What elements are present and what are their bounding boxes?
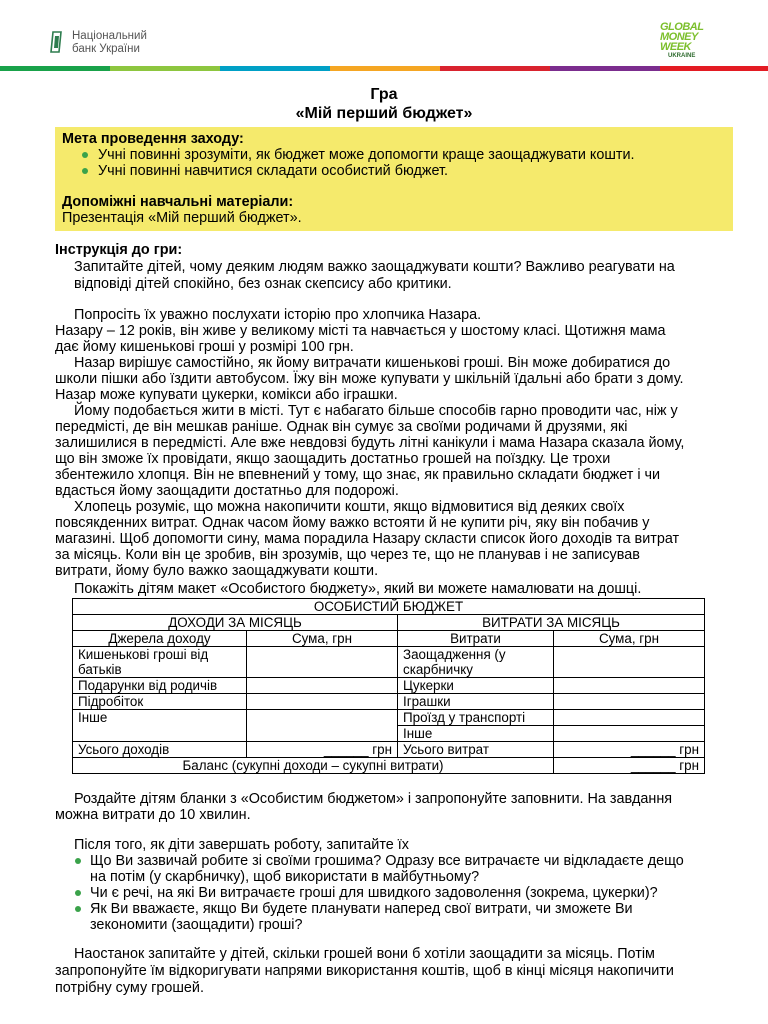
page-title-line1: Гра: [370, 86, 398, 103]
materials-heading: Допоміжні навчальні матеріали:: [62, 194, 294, 210]
instruction-line: повсякденних витрат. Однак часом йому важко встояти й не купити річ, яку він побачив у: [55, 515, 650, 531]
expense-sum-cell: [554, 694, 705, 710]
color-bar-4: [330, 66, 440, 71]
income-sum-cell: [247, 647, 398, 678]
col-source-header: Джерела доходу: [73, 631, 247, 647]
income-sum-cell: [247, 694, 398, 710]
table-title: ОСОБИСТИЙ БЮДЖЕТ: [73, 599, 705, 615]
expense-sum-cell: [554, 710, 705, 726]
bullet-icon: [75, 890, 81, 896]
expense-item-line: скарбничку: [403, 662, 473, 677]
instruction-line: витрати, йому було важко заощаджувати кошти.: [55, 563, 379, 579]
expense-item: Інше: [398, 726, 554, 742]
instruction-line: магазині. Щоб допомогти сину, мама порадила Назару скласти список його доходів та витрат: [55, 531, 680, 547]
color-bar-2: [110, 66, 220, 71]
instruction-line: школи пішки або їздити автобусом. Їжу він може купувати у шкільній їдальні або брати з дому.: [55, 371, 684, 387]
total-expense-label: Усього витрат: [398, 742, 554, 758]
income-item-line: Кишенькові гроші від: [78, 647, 209, 662]
after-line: Після того, як діти завершать роботу, запитайте їх: [74, 837, 409, 853]
instruction-line: Назару – 12 років, він живе у великому місті та навчається у шостому класі. Щотижня мама: [55, 323, 666, 339]
bullet-icon: [75, 906, 81, 912]
instruction-line: що він зможе їх провідати, якщо заощадить достатньо грошей на поїздку. Це трохи: [55, 451, 611, 467]
goal-bullet-2: Учні повинні навчитися складати особистий бюджет.: [98, 163, 448, 179]
bullet-icon: [82, 152, 88, 158]
gmw-line1: GLOBAL: [660, 21, 704, 33]
expense-item: [398, 647, 554, 678]
materials-text: Презентація «Мій перший бюджет».: [62, 210, 302, 226]
instructions-heading: Інструкція до гри:: [55, 242, 183, 258]
total-income-value: ______ грн: [247, 742, 398, 758]
goal-bullet-1: Учні повинні зрозуміти, як бюджет може допомогти краще заощаджувати кошти.: [98, 147, 635, 163]
global-money-week-logo: [660, 22, 716, 68]
instruction-line: збентежило хлопця. Він не впевнений у тому, що знає, як правильно складати бюджет і чи: [55, 467, 661, 483]
instruction-line: Запитайте дітей, чому деяким людям важко заощаджувати кошти? Важливо реагувати на: [74, 259, 675, 275]
table-row: [73, 647, 705, 678]
income-item: Подарунки від родичів: [73, 678, 247, 694]
instruction-line: за місяць. Коли він це зробив, він зрозумів, що через те, що не планував і не записував: [55, 547, 640, 563]
gmw-line4: UKRAINE: [668, 53, 696, 59]
color-bar-1: [0, 66, 110, 71]
color-bar-7: [660, 66, 768, 71]
instruction-line: Йому подобається жити в місті. Тут є набагато більше способів гарно проводити час, ніж у: [74, 403, 678, 419]
bank-name-line1: Національний: [72, 30, 147, 42]
expense-sum-cell: [554, 678, 705, 694]
table-row: [73, 678, 705, 694]
instruction-line: вдасться йому заощадити достатньо для подорожі.: [55, 483, 399, 499]
bank-name-line2: банк України: [72, 43, 140, 55]
income-item: [73, 647, 247, 678]
income-header: ДОХОДИ ЗА МІСЯЦЬ: [73, 615, 398, 631]
question-line: зекономити (заощадити) гроші?: [90, 917, 303, 933]
table-row: [73, 742, 705, 758]
final-line: потрібну суму грошей.: [55, 980, 204, 996]
question-line: на потім (у скарбничку), щоб використати в майбутньому?: [90, 869, 480, 885]
instruction-line: Назар вирішує самостійно, як йому витрачати кишенькові гроші. Він може добиратися до: [74, 355, 671, 371]
instruction-line: Попросіть їх уважно послухати історію про хлопчика Назара.: [74, 307, 482, 323]
col-sum1-header: Сума, грн: [247, 631, 398, 647]
balance-value: ______ грн: [554, 758, 705, 774]
table-row: [73, 694, 705, 710]
col-sum2-header: Сума, грн: [554, 631, 705, 647]
table-row: [73, 758, 705, 774]
final-line: Наостанок запитайте у дітей, скільки грошей вони б хотіли заощадити за місяць. Потім: [74, 946, 655, 962]
instruction-line: відповіді дітей спокійно, без ознак скепсису або критики.: [74, 276, 452, 292]
balance-label: Баланс (сукупні доходи – сукупні витрати): [73, 758, 554, 774]
final-line: запропонуйте їм відкоригувати напрями використання коштів, щоб в кінці місяця накопичити: [55, 963, 674, 979]
expense-sum-cell: [554, 647, 705, 678]
income-item: Інше: [73, 710, 247, 742]
gmw-line3: WEEK: [660, 41, 691, 53]
expense-item: Проїзд у транспорті: [398, 710, 554, 726]
nbu-logo-icon: [50, 30, 64, 54]
expense-item: Іграшки: [398, 694, 554, 710]
instruction-line: Покажіть дітям макет «Особистого бюджету», який ви можете намалювати на дошці.: [74, 581, 642, 597]
color-bar-5: [440, 66, 550, 71]
page-header: [0, 0, 768, 72]
after-line: Роздайте дітям бланки з «Особистим бюджетом» і запропонуйте заповнити. На завдання: [74, 791, 673, 807]
income-item-line: батьків: [78, 662, 122, 677]
income-sum-cell: [247, 710, 398, 742]
after-line: можна витрати до 10 хвилин.: [55, 807, 251, 823]
instruction-line: Хлопець розуміє, що можна накопичити кошти, якщо відмовитися від деяких своїх: [74, 499, 625, 515]
expense-header: ВИТРАТИ ЗА МІСЯЦЬ: [398, 615, 705, 631]
instruction-line: передмісті, де він мешкав раніше. Однак він сумує за своїми родичами й друзями, які: [55, 419, 628, 435]
page-title-line2: «Мій перший бюджет»: [295, 105, 473, 122]
personal-budget-table: [72, 598, 705, 774]
table-row: [73, 710, 705, 726]
income-sum-cell: [247, 678, 398, 694]
instruction-line: дає йому кишенькові гроші у розмірі 100 грн.: [55, 339, 354, 355]
color-bar-3: [220, 66, 330, 71]
col-expenses-header: Витрати: [398, 631, 554, 647]
question-line: Як Ви вважаєте, якщо Ви будете планувати наперед свої витрати, чи зможете Ви: [90, 901, 633, 917]
gmw-line2: MONEY: [660, 31, 698, 43]
bullet-icon: [82, 168, 88, 174]
bullet-icon: [75, 858, 81, 864]
expense-item: Цукерки: [398, 678, 554, 694]
expense-sum-cell: [554, 726, 705, 742]
goal-heading: Мета проведення заходу:: [62, 131, 244, 147]
question-line: Що Ви зазвичай робите зі своїми грошима? Одразу все витрачаєте чи відкладаєте дещо: [90, 853, 684, 869]
total-expense-value: ______ грн: [554, 742, 705, 758]
question-line: Чи є речі, на які Ви витрачаєте гроші для швидкого задоволення (зокрема, цукерки)?: [90, 885, 658, 901]
income-item: Підробіток: [73, 694, 247, 710]
color-bar-6: [550, 66, 660, 71]
expense-item-line: Заощадження (у: [403, 647, 506, 662]
bank-name: [72, 30, 147, 56]
instruction-line: Назар може купувати цукерки, комікси або іграшки.: [55, 387, 398, 403]
total-income-label: Усього доходів: [73, 742, 247, 758]
instruction-line: залишилися в передмісті. Але вже невдовзі будуть літні канікули і мама Назара сказала йому,: [55, 435, 685, 451]
